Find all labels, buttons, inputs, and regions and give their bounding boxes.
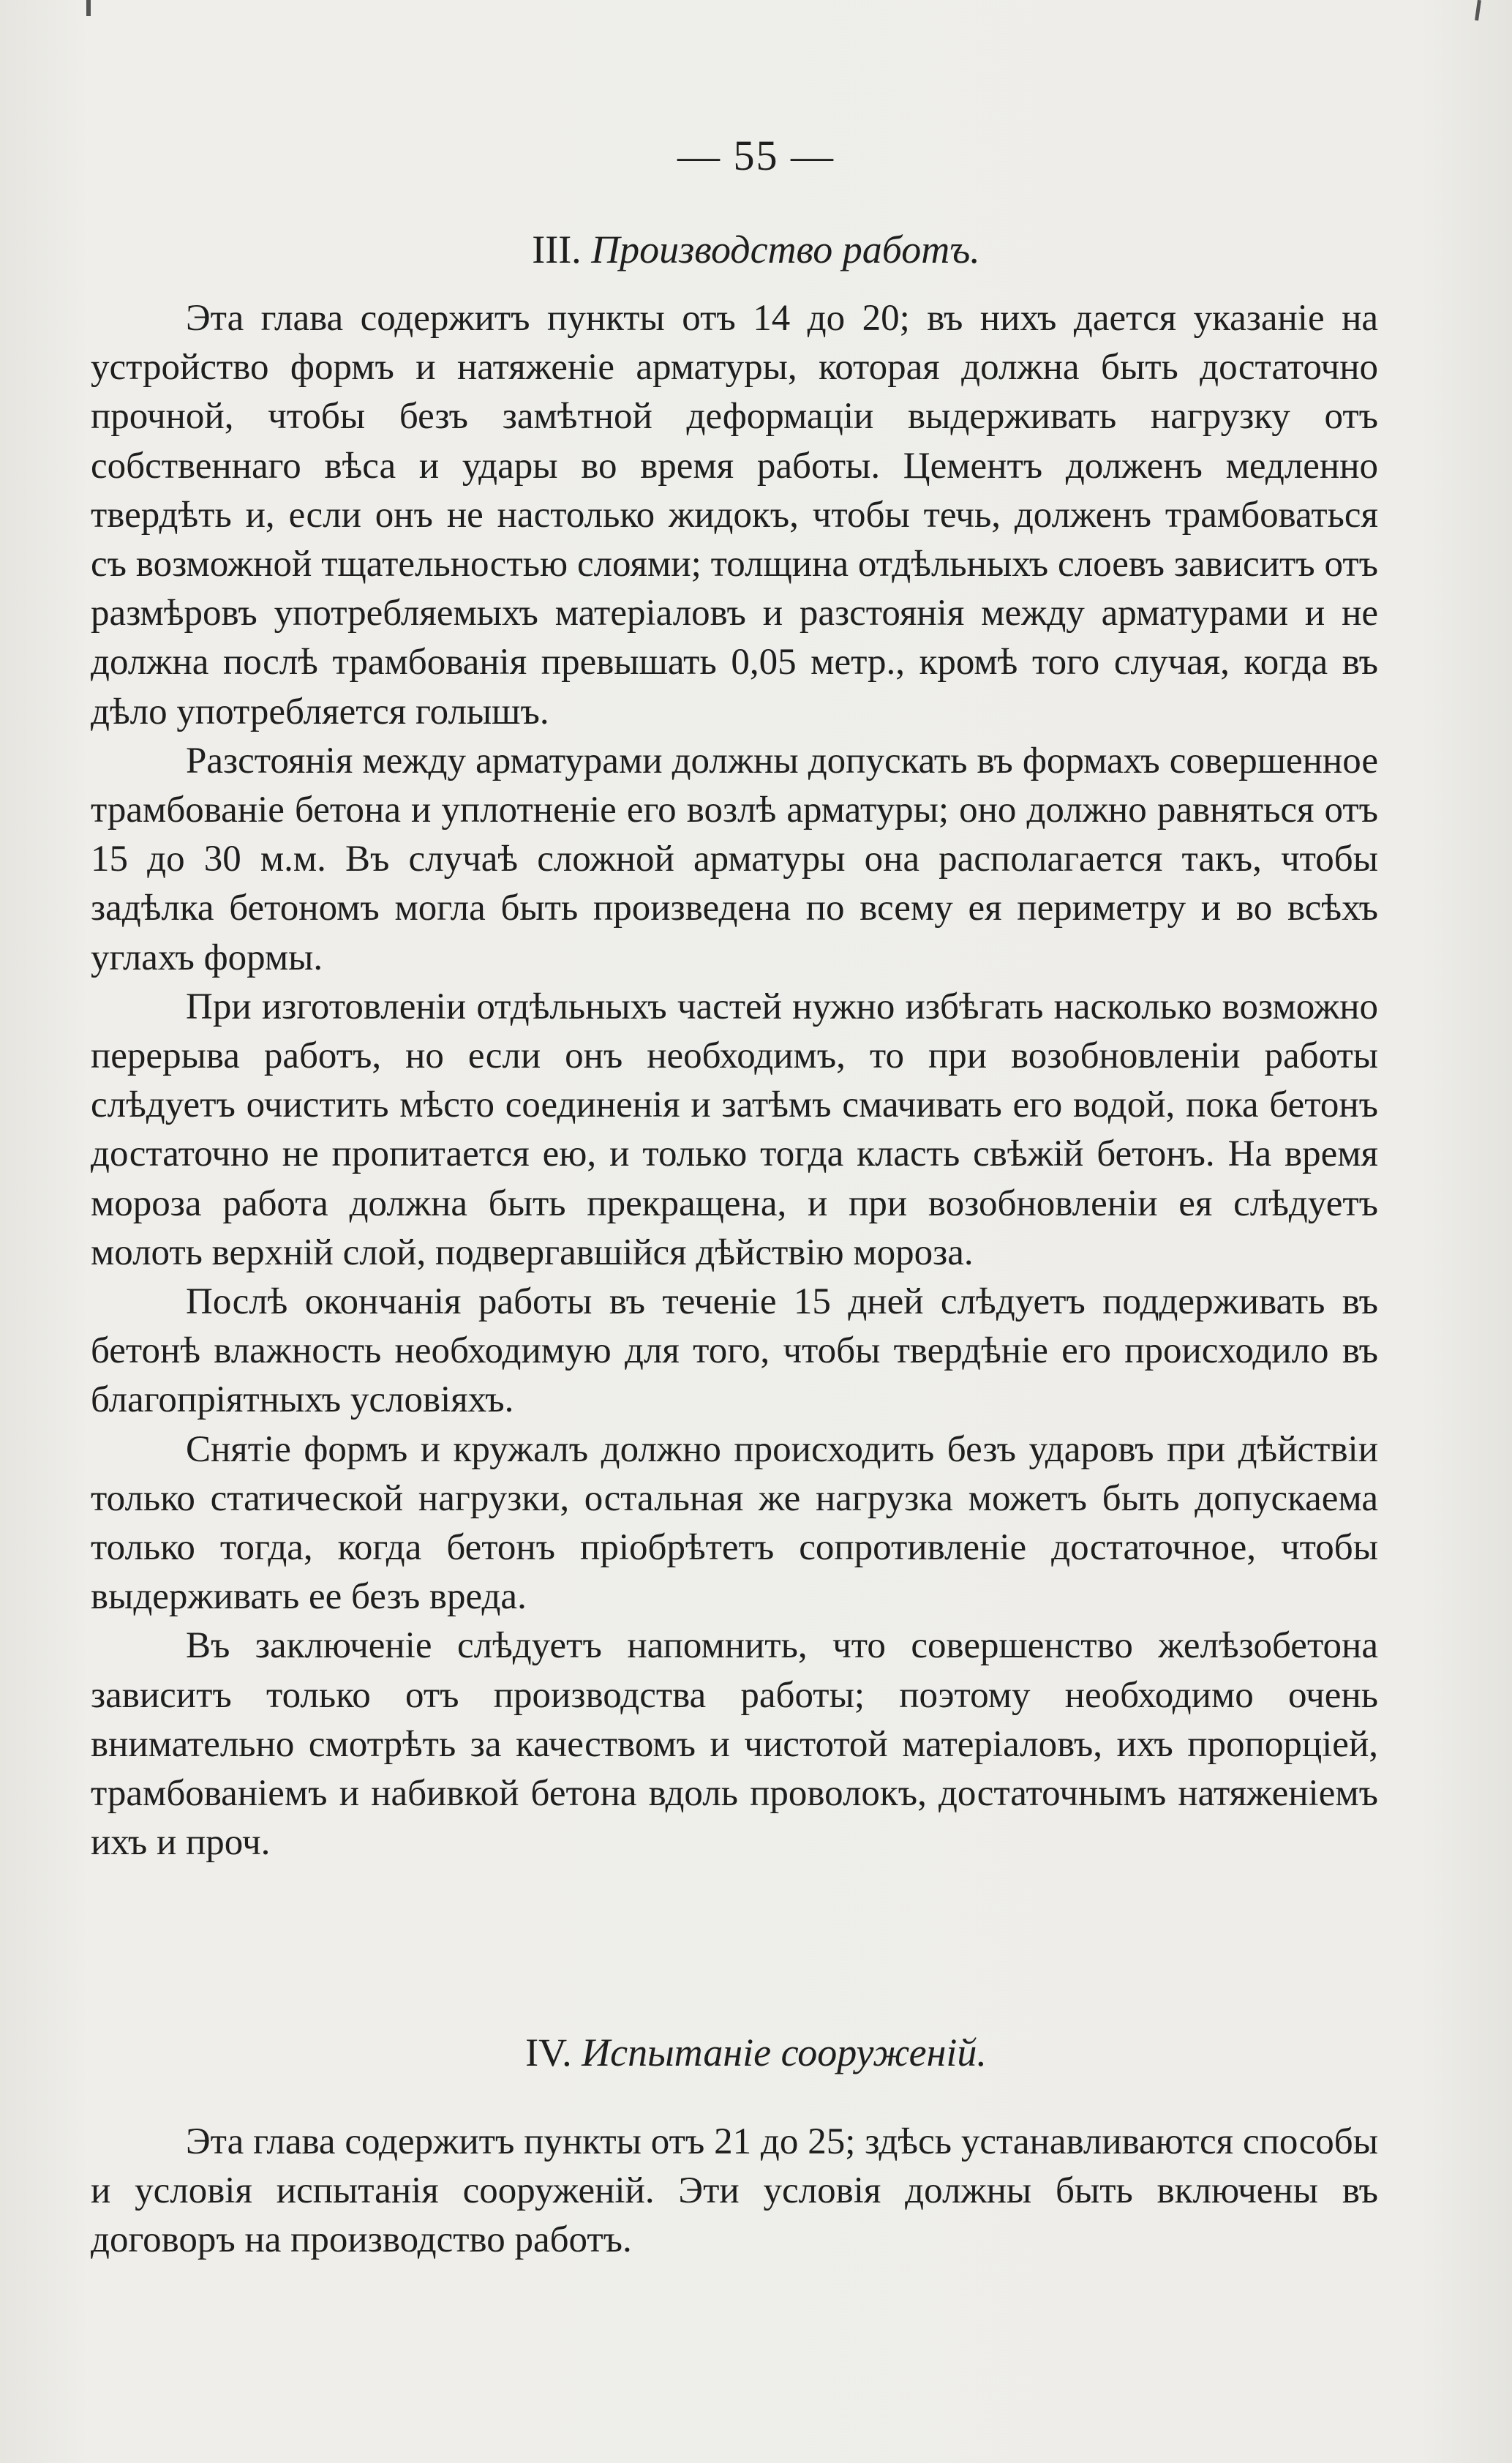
paragraph: Эта глава содержитъ пункты отъ 21 до 25; здѣсь устанавливаются способы и условія испытанія сооруженій. Эти условія должны быть включены въ договоръ на производство работъ. bbox=[91, 2121, 1378, 2261]
scan-edge-mark bbox=[1475, 0, 1481, 20]
paragraph: Въ заключеніе слѣдуетъ напомнить, что совершенство желѣзобетона зависитъ только отъ производства работы; поэтому необходимо очень внимательно смотрѣть за качествомъ и чистотой матеріаловъ, ихъ пропорціей, трамбованіемъ и набивкой бетона вдоль проволокъ, достаточнымъ натяженіемъ ихъ и проч. bbox=[91, 1625, 1378, 1864]
paragraph: Эта глава содержитъ пункты отъ 14 до 20; въ нихъ дается указаніе на устройство формъ и натяженіе арматуры, которая должна быть достаточно прочной, чтобы безъ замѣтной деформаціи выдерживать нагрузку отъ собственнаго вѣса и удары во время работы. Цементъ долженъ медленно твердѣть и, если онъ не настолько жидокъ, чтобы течь, долженъ трамбоваться съ возможной тщательностью слоями; толщина отдѣльныхъ слоевъ зависитъ отъ размѣровъ употребляемыхъ матеріаловъ и разстоянія между арматурами и не должна послѣ трамбованія превышать 0,05 метр., кромѣ того случая, когда въ дѣло употребляется голышъ. bbox=[91, 298, 1378, 732]
section-body bbox=[91, 294, 1378, 1868]
paragraph: Разстоянія между арматурами должны допускать въ формахъ совершенное трамбованіе бетона и уплотненіе его возлѣ арматуры; оно должно равняться отъ 15 до 30 м.м. Въ случаѣ сложной арматуры она располагается такъ, чтобы задѣлка бетономъ могла быть произведена по всему ея периметру и во всѣхъ углахъ формы. bbox=[91, 740, 1378, 978]
scan-edge-mark bbox=[86, 0, 91, 16]
section-title: Производство работъ. bbox=[591, 228, 980, 271]
paragraph: Послѣ окончанія работы въ теченіе 15 дней слѣдуетъ поддерживать въ бетонѣ влажность необходимую для того, чтобы твердѣніе его происходило въ благопріятныхъ условіяхъ. bbox=[91, 1281, 1378, 1421]
section-number: IV. bbox=[525, 2031, 572, 2074]
paragraph: При изготовленіи отдѣльныхъ частей нужно избѣгать насколько возможно перерыва работъ, но если онъ необходимъ, то при возобновленіи работы слѣдуетъ очистить мѣсто соединенія и затѣмъ смачивать его водой, пока бетонъ достаточно не пропитается ею, и только тогда класть свѣжій бетонъ. На время мороза работа должна быть прекращена, и при возобновленіи ея слѣдуетъ молоть верхній слой, подвергавшійся дѣйствію мороза. bbox=[91, 986, 1378, 1273]
section-number: III. bbox=[532, 228, 582, 271]
section-heading bbox=[0, 2028, 1512, 2077]
section-title: Испытаніе сооруженій. bbox=[582, 2031, 987, 2074]
paragraph: Снятіе формъ и кружалъ должно происходить безъ ударовъ при дѣйствіи только статической нагрузки, остальная же нагрузка можетъ быть допускаема только тогда, когда бетонъ пріобрѣтетъ сопротивленіе достаточное, чтобы выдерживать ее безъ вреда. bbox=[91, 1428, 1378, 1618]
page-number: — 55 — bbox=[677, 132, 835, 179]
section-body bbox=[91, 2118, 1378, 2265]
section-heading bbox=[0, 225, 1512, 274]
